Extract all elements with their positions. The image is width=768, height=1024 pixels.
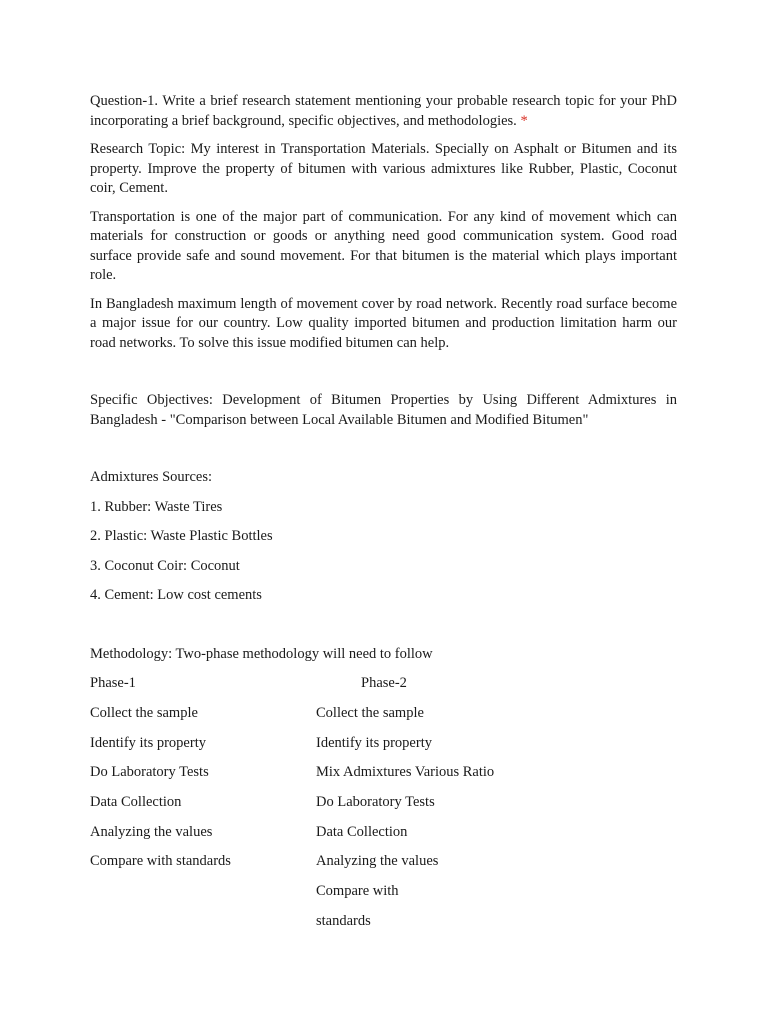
question-text — [90, 92, 677, 131]
phase-2-step: Identify its property — [316, 734, 432, 751]
phase-2-step: standards — [316, 912, 371, 929]
phase-1-step: Collect the sample — [90, 704, 198, 721]
methodology-table — [90, 645, 677, 942]
required-marker: * — [520, 112, 528, 129]
phase-1-step — [90, 912, 316, 942]
methodology-heading: Methodology: Two-phase methodology will need to follow — [90, 645, 433, 662]
admixture-item: 2. Plastic: Waste Plastic Bottles — [90, 528, 273, 544]
phase-2-step: Analyzing the values — [316, 853, 439, 870]
admixtures-heading: Admixtures Sources: — [90, 469, 213, 485]
phase-1-step: Do Laboratory Tests — [90, 764, 209, 781]
phase-1-step — [90, 882, 316, 912]
phase-1-step: Identify its property — [90, 734, 206, 751]
phase-2-step: Data Collection — [316, 823, 408, 840]
background-paragraph: Transportation is one of the major part of communication. For any kind of movement which can materials for construction or goods or anything need good communication system. Good road surface provide safe and sound movement. For that bitumen is the material which plays important role. — [90, 208, 677, 283]
phase-2-step: Compare with — [316, 883, 399, 899]
admixture-item: 3. Coconut Coir: Coconut — [90, 557, 240, 574]
question-label: Question-1. Write a brief research statement mentioning your probable research topic for your PhD incorporating a brief background, specific objectives, and methodologies. — [90, 93, 677, 129]
phase-2-title: Phase-2 — [361, 675, 407, 692]
admixture-item: 1. Rubber: Waste Tires — [90, 498, 223, 515]
phase-1-step: Analyzing the values — [90, 823, 213, 840]
phase-1-step: Compare with standards — [90, 853, 231, 870]
phase-2-step: Do Laboratory Tests — [316, 793, 435, 810]
phase-2-step: Collect the sample — [316, 704, 424, 721]
phase-2-step: Mix Admixtures Various Ratio — [316, 764, 495, 781]
research-topic-paragraph: Research Topic: My interest in Transportation Materials. Specially on Asphalt or Bitumen and its property. Improve the property of bitumen with various admixtures like Rubber, Plastic, Coconut coir, Cement. — [90, 141, 677, 196]
admixture-item: 4. Cement: Low cost cements — [90, 587, 262, 603]
document-page — [90, 92, 677, 941]
phase-1-title: Phase-1 — [90, 675, 136, 692]
specific-objectives: Specific Objectives: Development of Bitumen Properties by Using Different Admixtures in Bangladesh - "Comparison between Local Available Bitumen and Modified Bitumen" — [90, 392, 677, 428]
bangladesh-paragraph: In Bangladesh maximum length of movement cover by road network. Recently road surface become a major issue for our country. Low quality imported bitumen and production limitation harm our road networks. To solve this issue modified bitumen can help. — [90, 295, 677, 351]
phase-1-step: Data Collection — [90, 793, 182, 810]
